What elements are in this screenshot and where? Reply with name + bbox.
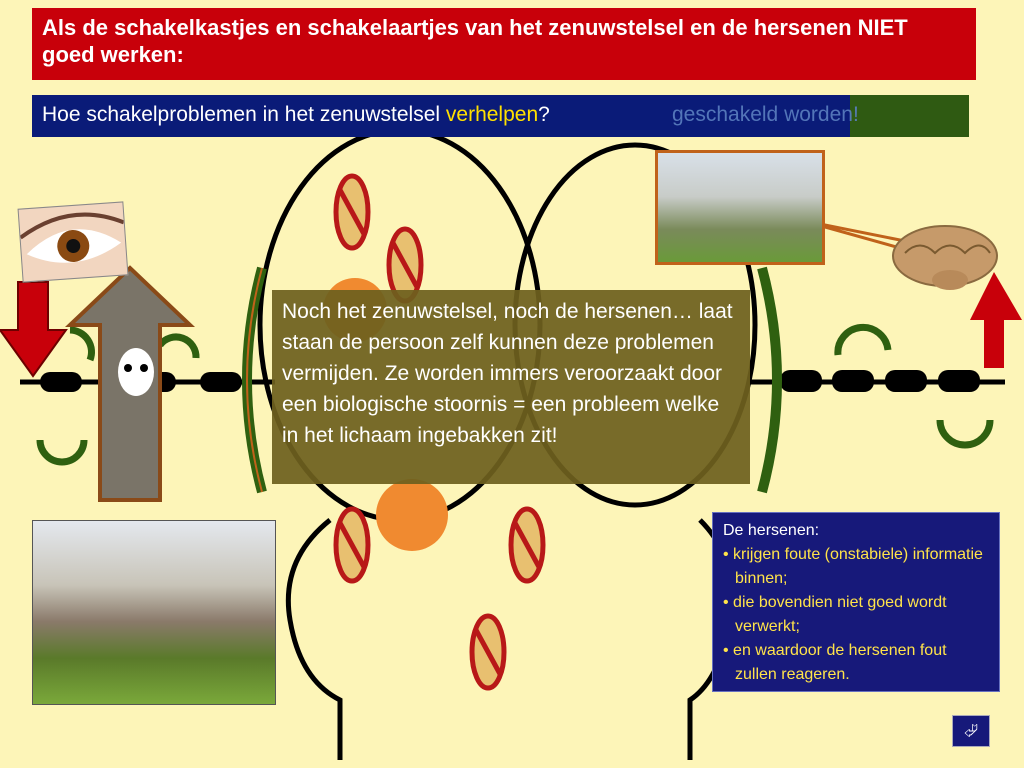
hersenen-item: • die bovendien niet goed wordt verwerkt; bbox=[723, 594, 947, 635]
slide-title: Als de schakelkastjes en schakelaartjes van het zenuwstelsel en de hersenen NIET goed werken: bbox=[32, 8, 976, 80]
brain-image bbox=[890, 218, 1000, 298]
subtitle-part2: ? bbox=[538, 103, 550, 126]
subtitle-ghost-text: geschakeld worden! bbox=[672, 103, 859, 126]
return-icon: ⮰ bbox=[963, 721, 979, 741]
subtitle-part1: Hoe schakelproblemen in het zenuwstelsel bbox=[42, 103, 446, 126]
hersenen-item: • krijgen foute (onstabiele) informatie binnen; bbox=[723, 546, 983, 587]
subtitle-bar bbox=[32, 95, 969, 137]
eye-photo bbox=[18, 201, 129, 282]
hersenen-item: • en waardoor de hersenen fout zullen reageren. bbox=[723, 642, 947, 683]
subtitle-text bbox=[42, 103, 550, 127]
hersenen-heading: De hersenen bbox=[723, 522, 815, 539]
subtitle-highlight: verhelpen bbox=[445, 103, 539, 126]
hersenen-info-box bbox=[712, 512, 1000, 692]
return-button[interactable] bbox=[952, 715, 990, 747]
noch-text-box: Noch het zenuwstelsel, noch de hersenen… laat staan de persoon zelf kunnen deze problemen vermijden. Ze worden immers veroorzaakt door een biologische stoornis = een probleem welke in het lichaam ingebakken zit! bbox=[272, 290, 750, 484]
castle-photo-bottom bbox=[32, 520, 276, 705]
hersenen-heading-line bbox=[723, 519, 989, 543]
eye-icon bbox=[19, 202, 128, 281]
castle-photo-top bbox=[655, 150, 825, 265]
hersenen-colon: : bbox=[814, 522, 820, 539]
